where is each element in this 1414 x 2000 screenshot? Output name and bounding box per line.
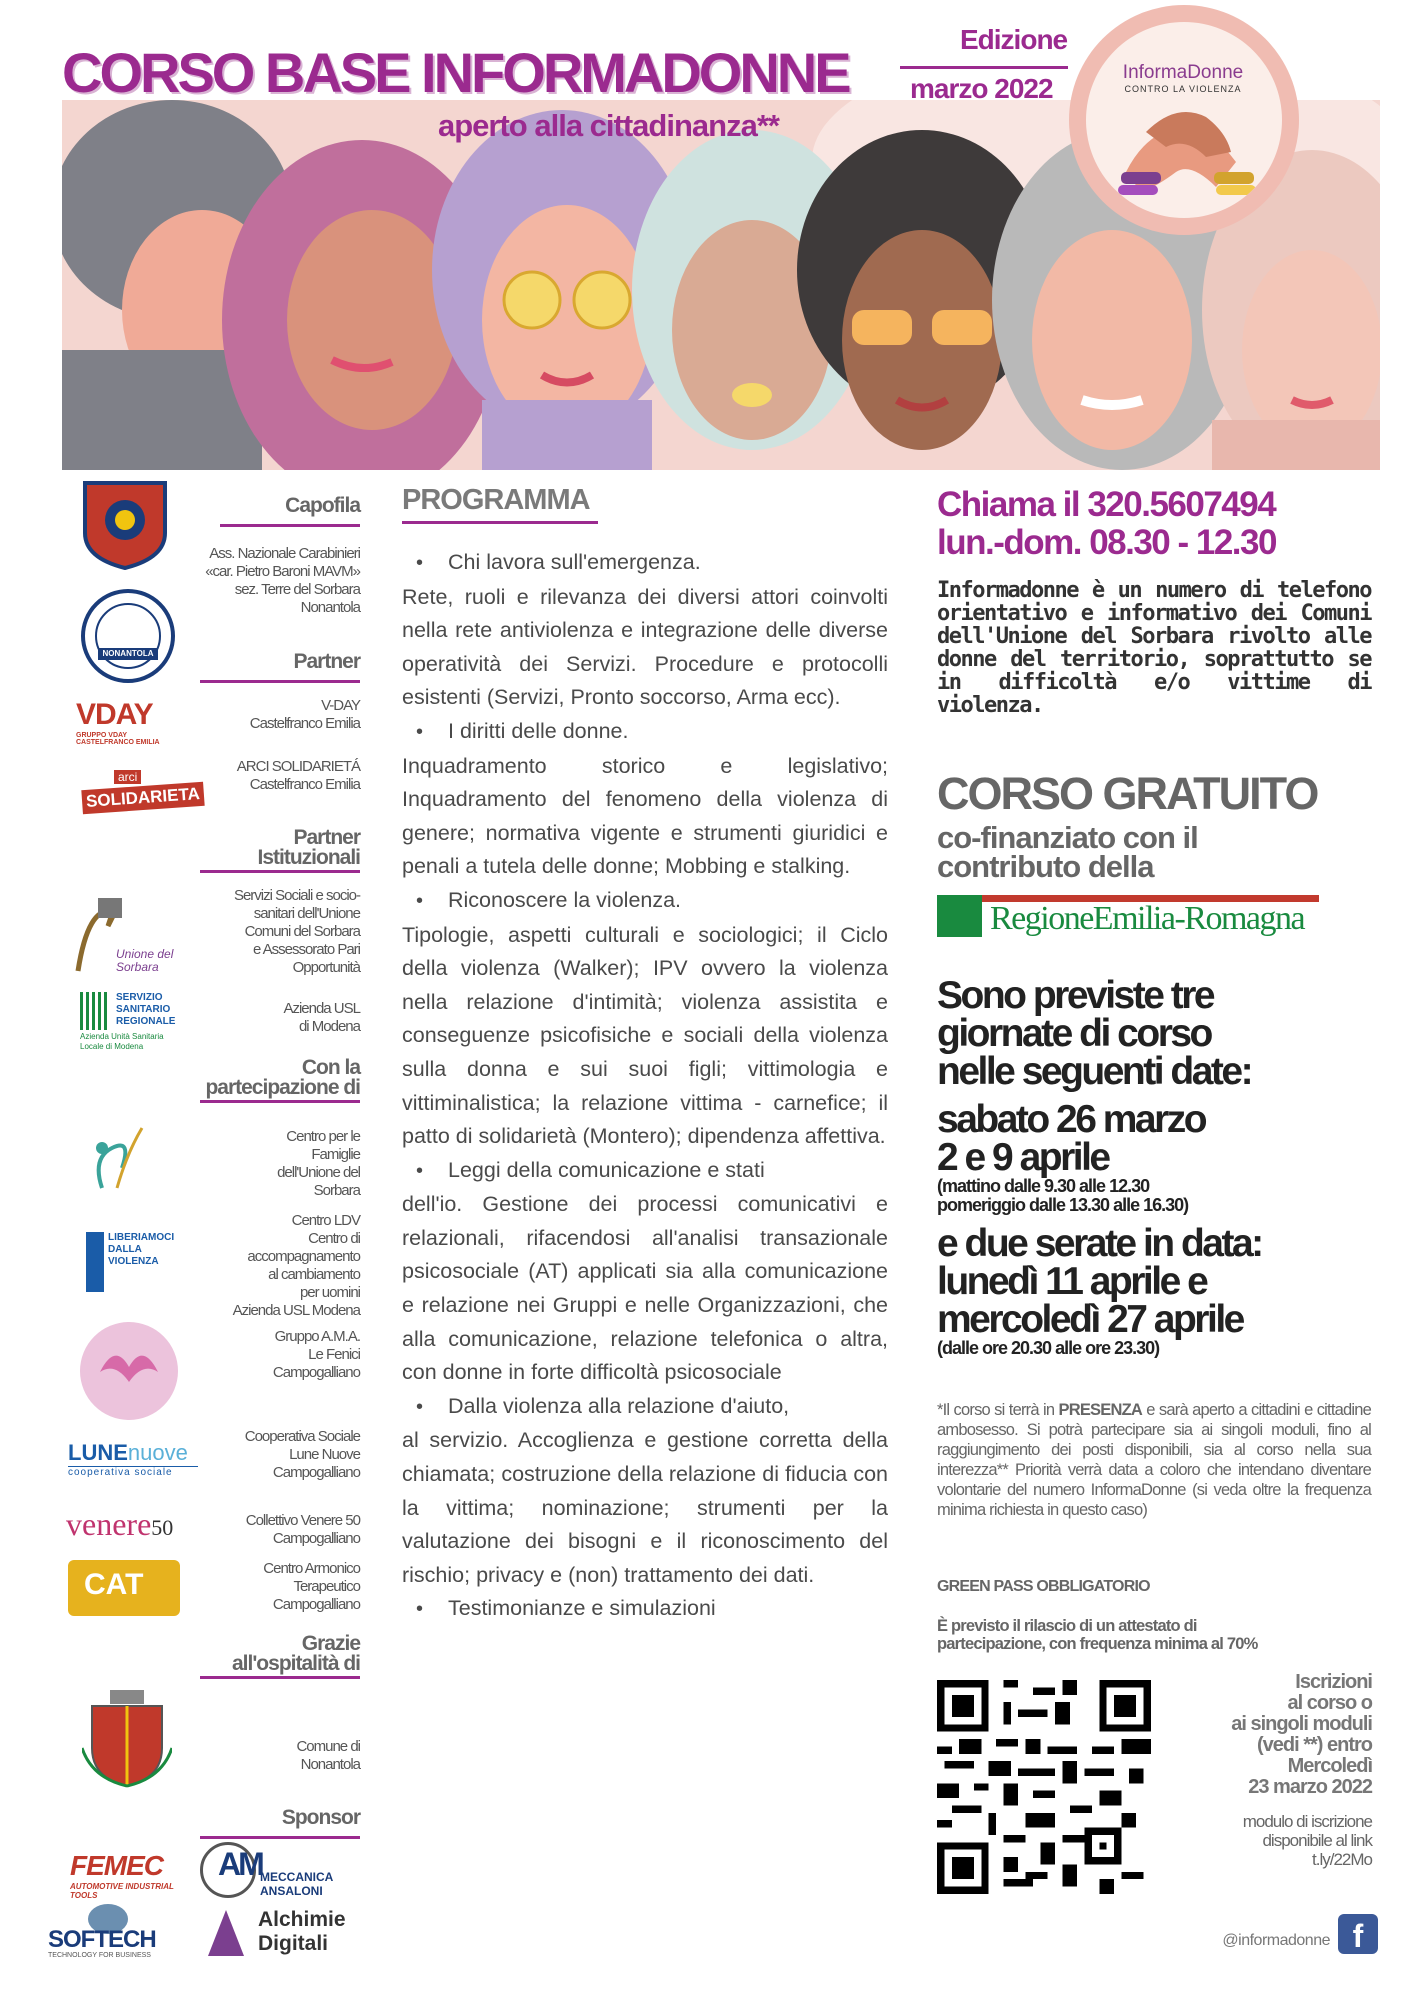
part-ama-text xyxy=(200,1328,360,1382)
usl-line: SANITARIO xyxy=(116,1004,171,1015)
serate-line: e due serate in data: xyxy=(937,1222,1262,1265)
cofin-line: co-finanziato con il xyxy=(937,820,1198,855)
dates-line: nelle seguenti date: xyxy=(937,1050,1252,1093)
iscrizioni-line: al corso o xyxy=(1287,1692,1372,1714)
handshake-icon xyxy=(1086,22,1282,218)
capofila-divider xyxy=(220,524,360,527)
programma-bullet: • Testimonianze e simulazioni xyxy=(402,1592,888,1627)
part-line: Centro di xyxy=(308,1230,360,1247)
anc-nonantola-logo xyxy=(80,588,176,684)
capofila-heading: Capofila xyxy=(285,494,360,517)
arci-logo-text: SOLIDARIETA xyxy=(81,782,204,814)
istituzionali-line: di Modena xyxy=(298,1018,360,1035)
part-line: Sorbara xyxy=(313,1182,360,1199)
ansaloni-logo-sub: MECCANICA ANSALONI xyxy=(260,1870,333,1898)
lune-nuove-logo xyxy=(68,1440,198,1490)
programma-text: Tipologie, aspetti culturali e sociologici; il Ciclo della violenza (Walker); IPV ovvero la violenza nella relazione d'intimità; violenza assistita e conseguenze psicofisiche e sociali della violenza sulla donna e sui suoi figli; vittimologia e vittiminalistica; la relazione vittima - carnefice; il patto di solidarietà (Montero); dipendenza affettiva. xyxy=(402,922,888,1149)
part-line: Azienda USL Modena xyxy=(232,1302,360,1319)
edition-label: Edizione xyxy=(960,24,1068,55)
programma-bullet: • Leggi della comunicazione e stati xyxy=(402,1154,888,1189)
dates-line: sabato 26 marzo xyxy=(937,1098,1206,1141)
lune-logo-sub: cooperativa sociale xyxy=(68,1466,198,1478)
note-bold: PRESENZA xyxy=(1058,1401,1142,1419)
usl-line: SERVIZIO xyxy=(116,992,163,1003)
part-line: Gruppo A.M.A. xyxy=(274,1328,360,1345)
part-line: Terapeutico xyxy=(293,1578,360,1595)
alchimie-line: Digitali xyxy=(258,1932,329,1955)
ansaloni-logo-text: AM xyxy=(218,1846,262,1882)
centro-famiglie-logo xyxy=(82,1118,212,1198)
regione-logo-square xyxy=(937,895,982,937)
usl-line: Locale di Modena xyxy=(80,1042,144,1051)
part-line: Centro per le xyxy=(286,1128,360,1145)
ldv-logo-text xyxy=(108,1232,174,1268)
cat-logo-text: CAT xyxy=(84,1568,144,1601)
part-lune-text xyxy=(190,1428,360,1482)
contact-description: Informadonne è un numero di telefono orientativo e informativo dei Comuni dell'Unione del Sorbara rivolto alle donne del territorio, soprattutto se in difficoltà e/o vittime di violenza. xyxy=(937,578,1371,718)
part-line: Centro Armonico xyxy=(263,1560,360,1577)
triangle-icon xyxy=(206,1908,246,1958)
logo-title: InformaDonne xyxy=(1122,62,1244,83)
green-pass-notice: GREEN PASS OBBLIGATORIO xyxy=(937,1578,1150,1595)
programma-bullet: • Dalla violenza alla relazione d'aiuto, xyxy=(402,1390,888,1425)
page-title: CORSO BASE INFORMADONNE xyxy=(62,41,849,104)
ansaloni-logo xyxy=(200,1842,360,1896)
partner-line: Castelfranco Emilia xyxy=(249,715,360,732)
sponsor-heading: Sponsor xyxy=(281,1806,360,1829)
ldv-line: DALLA xyxy=(108,1244,142,1255)
social-handle[interactable]: @informadonne xyxy=(1222,1932,1330,1949)
usl-line: Azienda Unità Sanitaria xyxy=(80,1032,164,1041)
informadonne-logo-inner xyxy=(1086,22,1282,218)
part-line: Le Fenici xyxy=(308,1346,360,1363)
modulo-line: disponibile al link xyxy=(1262,1831,1372,1850)
alchimie-logo-text xyxy=(258,1908,346,1956)
anc-logo-text: NONANTOLA xyxy=(102,649,154,658)
partner-arci-text xyxy=(200,758,360,794)
programma-body xyxy=(402,546,888,1627)
lune-logo-text2: nuove xyxy=(127,1440,188,1465)
part-line: Campogalliano xyxy=(272,1596,360,1613)
cofin-line: contributo della xyxy=(937,849,1154,884)
part-line: Cooperativa Sociale xyxy=(244,1428,360,1445)
modulo-line: modulo di iscrizione xyxy=(1242,1812,1372,1831)
programma-text: al servizio. Accoglienza e gestione corretta della chiamata; costruzione della relazione di fiducia con la vittima; nominazione; strumenti per la valutazione dei bisogni e il riconoscimento del rischio; privacy e (non) trattamento dei dati. xyxy=(402,1428,888,1587)
iscrizioni-line: Iscrizioni xyxy=(1295,1671,1372,1693)
partner-line: V-DAY xyxy=(321,697,360,714)
ldv-line: LIBERIAMOCI xyxy=(108,1232,175,1243)
part-famiglie-text xyxy=(200,1128,360,1200)
unione-logo-text: Unione del Sorbara xyxy=(116,947,174,974)
istituzionali-line: sanitari dell'Unione xyxy=(253,905,360,922)
note-text: e sarà aperto a cittadini e cittadine ambosesso. Si potrà partecipare sia ai singoli moduli, fino al raggiungimento dei posti disponibili, sia al corso nella sua interezza** Priorità verrà data a coloro che intendano diventare volontarie del numero InformaDonne (si veda oltre la frequenza minima richiesta in questo caso) xyxy=(937,1401,1371,1519)
programma-text: dell'io. Gestione dei processi comunicativi e relazionali, rifacendosi all'analisi transazionale psicosociale (AT) applicati sia alla comunicazione e relazione nei Gruppi e nelle Organizzazioni, che alla comunicazione, relazione telefonica o altra, con donne in forte difficoltà psicosociale xyxy=(402,1192,888,1385)
note-text: *Il corso si terrà in xyxy=(937,1401,1059,1419)
partecipazione-divider xyxy=(200,1100,360,1103)
programma-heading: PROGRAMMA xyxy=(402,484,590,516)
arci-logo xyxy=(82,770,201,820)
logo-subtitle: CONTRO LA VIOLENZA xyxy=(1124,84,1242,94)
usl-line: REGIONALE xyxy=(116,1016,176,1027)
venere50-logo xyxy=(66,1506,206,1546)
part-line: Campogalliano xyxy=(272,1364,360,1381)
istituzionali-servizi-text xyxy=(190,887,360,977)
heading-line: Istituzionali xyxy=(257,846,360,869)
usl-logo-sub xyxy=(80,1032,164,1052)
part-line: Famiglie xyxy=(311,1146,360,1163)
course-dates xyxy=(937,974,1262,1358)
corso-gratuito: CORSO GRATUITO xyxy=(937,768,1318,819)
grazie-line: Nonantola xyxy=(300,1756,360,1773)
istituzionali-heading xyxy=(180,828,360,868)
serate-line: mercoledì 27 aprile xyxy=(937,1298,1243,1341)
edition-divider xyxy=(900,66,1068,69)
attestato-notice xyxy=(937,1617,1257,1653)
phone-line[interactable]: Chiama il 320.5607494 xyxy=(937,485,1276,524)
partner-divider xyxy=(200,680,360,683)
door-icon xyxy=(86,1232,104,1292)
grazie-line: Comune di xyxy=(296,1738,360,1755)
softech-logo xyxy=(48,1904,188,1958)
istituzionali-line: Comuni del Sorbara xyxy=(244,923,360,940)
dates-times: (mattino dalle 9.30 alle 12.30 xyxy=(937,1176,1150,1196)
modulo-link[interactable]: t.ly/22Mo xyxy=(1312,1850,1372,1869)
comune-nonantola-crest xyxy=(82,1688,172,1788)
alchimie-line: Alchimie xyxy=(258,1908,346,1931)
cat-logo xyxy=(68,1560,180,1616)
attestato-line: È previsto il rilascio di un attestato di xyxy=(937,1617,1197,1635)
capofila-line: Nonantola xyxy=(300,599,360,616)
part-line: accompagnamento xyxy=(247,1248,360,1265)
part-line: dell'Unione del xyxy=(277,1164,360,1181)
usl-grid-icon xyxy=(80,992,110,1030)
lune-logo-text: LUNE xyxy=(68,1440,128,1465)
grazie-divider xyxy=(200,1676,360,1679)
vday-logo xyxy=(76,698,186,758)
edition-date: marzo 2022 xyxy=(910,73,1053,104)
part-line: per uomini xyxy=(299,1284,360,1301)
part-line: Lune Nuove xyxy=(289,1446,360,1463)
ldv-line: VIOLENZA xyxy=(108,1256,159,1267)
programma-text: Inquadramento storico e legislativo; Inquadramento del fenomeno della violenza di genere; normativa vigente e strumenti giuridici e penali a tutela delle donne; Mobbing e stalking. xyxy=(402,753,888,879)
le-fenici-logo xyxy=(80,1322,178,1420)
femec-logo-sub: AUTOMOTIVE INDUSTRIAL TOOLS xyxy=(70,1882,174,1900)
grazie-heading xyxy=(170,1634,360,1674)
attestato-line: partecipazione, con frequenza minima al 70% xyxy=(937,1635,1258,1653)
venere-logo-num: 50 xyxy=(151,1515,174,1540)
modulo-text xyxy=(1150,1812,1372,1869)
course-note xyxy=(937,1400,1371,1520)
qr-code[interactable] xyxy=(937,1680,1151,1894)
capofila-line: Ass. Nazionale Carabinieri xyxy=(209,545,360,562)
heading-line: Con la xyxy=(301,1056,360,1079)
iscrizioni-line: Mercoledì xyxy=(1287,1755,1372,1777)
vday-logo-sub: GRUPPO VDAY CASTELFRANCO EMILIA xyxy=(76,732,160,746)
programma-bullet: • I diritti delle donne. xyxy=(402,715,888,750)
arci-logo-small: arci xyxy=(114,770,141,784)
dates-line: 2 e 9 aprile xyxy=(937,1136,1109,1179)
dates-line: Sono previste tre xyxy=(937,974,1214,1017)
istituzionali-usl-text xyxy=(200,1000,360,1036)
heading-line: all'ospitalità di xyxy=(231,1652,360,1675)
capofila-line: «car. Pietro Baroni MAVM» xyxy=(205,563,360,580)
heading-line: Partner xyxy=(293,826,360,849)
vday-logo-text: VDAY xyxy=(76,698,153,731)
programma-bullet: • Chi lavora sull'emergenza. xyxy=(402,546,888,581)
programma-bullet: • Riconoscere la violenza. xyxy=(402,884,888,919)
heading-line: partecipazione di xyxy=(205,1076,360,1099)
iscrizioni-line: 23 marzo 2022 xyxy=(1248,1776,1372,1798)
iscrizioni-line: (vedi **) entro xyxy=(1256,1734,1372,1756)
alchimie-digitali-logo xyxy=(206,1906,366,1966)
programma-text: Rete, ruoli e rilevanza dei diversi attori coinvolti nella rete antiviolenza e integrazione delle diverse operatività dei Servizi. Procedure e protocolli esistenti (Servizi, Pronto soccorso, Arma ecc). xyxy=(402,584,888,710)
regione-logo-text: RegioneEmilia-Romagna xyxy=(990,900,1305,937)
part-line: Campogalliano xyxy=(272,1530,360,1547)
dates-line: giornate di corso xyxy=(937,1012,1211,1055)
partner-line: Castelfranco Emilia xyxy=(249,776,360,793)
part-line: Collettivo Venere 50 xyxy=(245,1512,360,1529)
partecipazione-heading xyxy=(130,1058,360,1098)
iscrizioni-line: ai singoli moduli xyxy=(1231,1713,1372,1735)
istituzionali-line: Azienda USL xyxy=(283,1000,360,1017)
femec-logo xyxy=(70,1850,198,1900)
part-line: Campogalliano xyxy=(272,1464,360,1481)
softech-logo-sub: TECHNOLOGY FOR BUSINESS xyxy=(48,1952,151,1959)
part-cat-text xyxy=(200,1560,360,1614)
heading-line: Grazie xyxy=(301,1632,360,1655)
contact-call xyxy=(937,486,1276,562)
serate-times: (dalle ore 20.30 alle ore 23.30) xyxy=(937,1338,1160,1358)
istituzionali-line: Opportunità xyxy=(292,959,360,976)
istituzionali-line: e Assessorato Pari xyxy=(252,941,360,958)
part-line: Centro LDV xyxy=(291,1212,360,1229)
dates-times: pomeriggio dalle 13.30 alle 16.30) xyxy=(937,1195,1189,1215)
softech-logo-text: SOFTECH xyxy=(48,1926,156,1953)
page-subtitle: aperto alla cittadinanza** xyxy=(438,108,779,143)
grazie-text xyxy=(200,1738,360,1774)
facebook-icon[interactable]: f xyxy=(1338,1914,1378,1954)
capofila-line: sez. Terre del Sorbara xyxy=(234,581,360,598)
sponsor-divider xyxy=(200,1836,360,1839)
partner-vday-text xyxy=(200,697,360,733)
istituzionali-divider xyxy=(200,870,360,873)
part-venere-text xyxy=(200,1512,360,1548)
usl-modena-logo xyxy=(80,992,200,1056)
programma-divider xyxy=(402,521,598,524)
part-line: al cambiamento xyxy=(268,1266,360,1283)
istituzionali-line: Servizi Sociali e socio- xyxy=(233,887,360,904)
serate-line: lunedì 11 aprile e xyxy=(937,1260,1207,1303)
venere-logo-text: venere xyxy=(66,1506,152,1542)
hours-line: lun.-dom. 08.30 - 12.30 xyxy=(937,523,1276,562)
usl-logo-text xyxy=(116,992,175,1028)
partner-line: ARCI SOLIDARIETÁ xyxy=(236,758,360,775)
cofinanziato-text xyxy=(937,820,1198,884)
part-ldv-text xyxy=(180,1212,360,1320)
iscrizioni-text xyxy=(1150,1672,1372,1798)
partner-heading: Partner xyxy=(293,650,360,673)
femec-logo-text: FEMEC xyxy=(70,1850,163,1881)
unione-sorbara-logo xyxy=(68,896,188,986)
